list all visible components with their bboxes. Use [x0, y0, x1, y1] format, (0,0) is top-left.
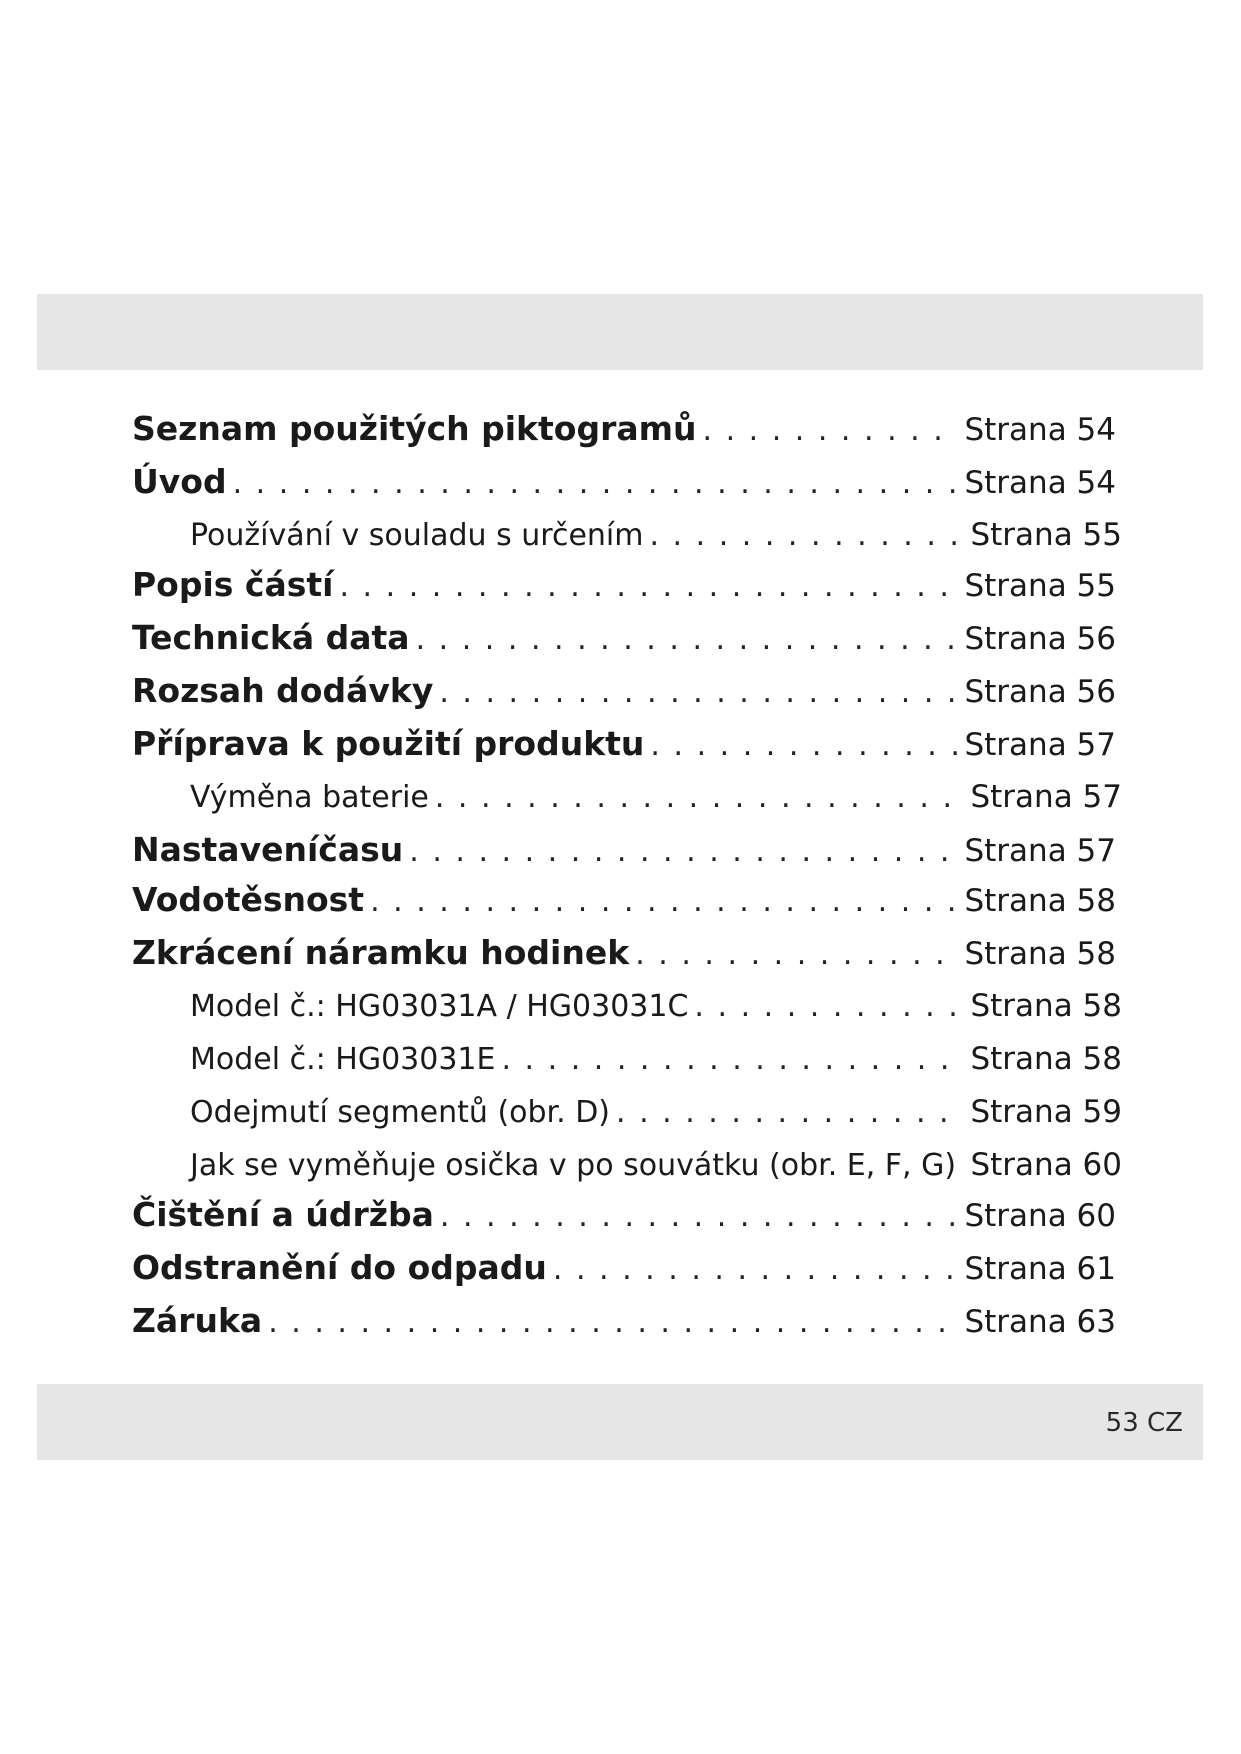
toc-entry[interactable] — [132, 406, 1116, 452]
toc-entry[interactable] — [190, 1142, 1122, 1188]
toc-entry-page: Strana 60 — [964, 1198, 1116, 1234]
toc-entry[interactable] — [190, 512, 1122, 558]
toc-entry-title: Model č.: HG03031E — [190, 1042, 496, 1077]
dot-leader — [962, 1143, 964, 1189]
toc-entry-title: Vodotěsnost — [132, 880, 365, 919]
toc-entry[interactable] — [190, 1036, 1122, 1082]
toc-entry[interactable] — [132, 827, 1116, 873]
toc-entry[interactable] — [132, 1298, 1116, 1344]
toc-entry-page: Strana 54 — [964, 412, 1116, 448]
dot-leader — [416, 617, 959, 663]
toc-entry-page: Strana 57 — [964, 727, 1116, 763]
table-of-contents — [132, 0, 1122, 1754]
dot-leader — [553, 1247, 959, 1293]
toc-entry-page: Strana 54 — [964, 465, 1116, 501]
dot-leader — [435, 775, 965, 821]
dot-leader — [649, 513, 964, 559]
toc-entry-title: Používání v souladu s určením — [190, 518, 644, 553]
toc-entry-page: Strana 59 — [970, 1094, 1122, 1130]
toc-entry[interactable] — [132, 615, 1116, 661]
toc-entry-title: Čištění a údržba — [132, 1195, 434, 1234]
dot-leader — [703, 408, 959, 454]
toc-entry[interactable] — [132, 1192, 1116, 1238]
toc-entry-page: Strana 56 — [964, 621, 1116, 657]
dot-leader — [268, 1300, 958, 1346]
toc-entry-page: Strana 56 — [964, 674, 1116, 710]
toc-entry[interactable] — [132, 877, 1116, 923]
toc-entry-page: Strana 57 — [970, 779, 1122, 815]
toc-entry-page: Strana 63 — [964, 1304, 1116, 1340]
toc-entry-title: Seznam použitých piktogramů — [132, 409, 697, 448]
toc-entry-page: Strana 61 — [964, 1251, 1116, 1287]
dot-leader — [635, 932, 958, 978]
toc-entry[interactable] — [190, 1089, 1122, 1135]
toc-entry[interactable] — [132, 668, 1116, 714]
toc-entry[interactable] — [190, 983, 1122, 1029]
dot-leader — [616, 1090, 964, 1136]
dot-leader — [694, 984, 964, 1030]
toc-entry-page: Strana 57 — [964, 833, 1116, 869]
toc-entry-page: Strana 58 — [970, 1041, 1122, 1077]
toc-entry-title: Záruka — [132, 1301, 263, 1340]
toc-entry-title: Technická data — [132, 618, 410, 657]
toc-entry-title: Rozsah dodávky — [132, 671, 434, 710]
toc-entry-title: Popis částí — [132, 565, 334, 604]
toc-entry-page: Strana 55 — [964, 568, 1116, 604]
dot-leader — [439, 670, 958, 716]
toc-entry[interactable] — [132, 721, 1116, 767]
dot-leader — [650, 723, 958, 769]
toc-entry-title: Odejmutí segmentů (obr. D) — [190, 1095, 611, 1130]
toc-entry-page: Strana 60 — [970, 1147, 1122, 1183]
toc-entry-title: Jak se vyměňuje osička v po souvátku (obr. E, F, G) — [190, 1148, 957, 1183]
toc-entry-page: Strana 55 — [970, 517, 1122, 553]
toc-entry[interactable] — [132, 1245, 1116, 1291]
dot-leader — [440, 1194, 959, 1240]
page-number: 53 CZ — [1105, 1408, 1183, 1438]
toc-entry-title: Nastaveníčasu — [132, 830, 404, 869]
toc-entry-page: Strana 58 — [964, 936, 1116, 972]
dot-leader — [233, 461, 959, 507]
dot-leader — [339, 564, 958, 610]
footer-band — [37, 1384, 1203, 1460]
toc-entry[interactable] — [132, 562, 1116, 608]
toc-entry[interactable] — [190, 774, 1122, 820]
dot-leader — [501, 1037, 964, 1083]
toc-entry-title: Zkrácení náramku hodinek — [132, 933, 630, 972]
toc-entry[interactable] — [132, 930, 1116, 976]
toc-entry-title: Příprava k použití produktu — [132, 724, 645, 763]
toc-entry-title: Úvod — [132, 462, 227, 501]
toc-entry-page: Strana 58 — [964, 883, 1116, 919]
dot-leader — [370, 879, 958, 925]
dot-leader — [409, 829, 958, 875]
toc-entry[interactable] — [132, 459, 1116, 505]
toc-entry-title: Odstranění do odpadu — [132, 1248, 547, 1287]
toc-entry-title: Model č.: HG03031A / HG03031C — [190, 989, 689, 1024]
toc-entry-title: Výměna baterie — [190, 780, 429, 815]
toc-entry-page: Strana 58 — [970, 988, 1122, 1024]
